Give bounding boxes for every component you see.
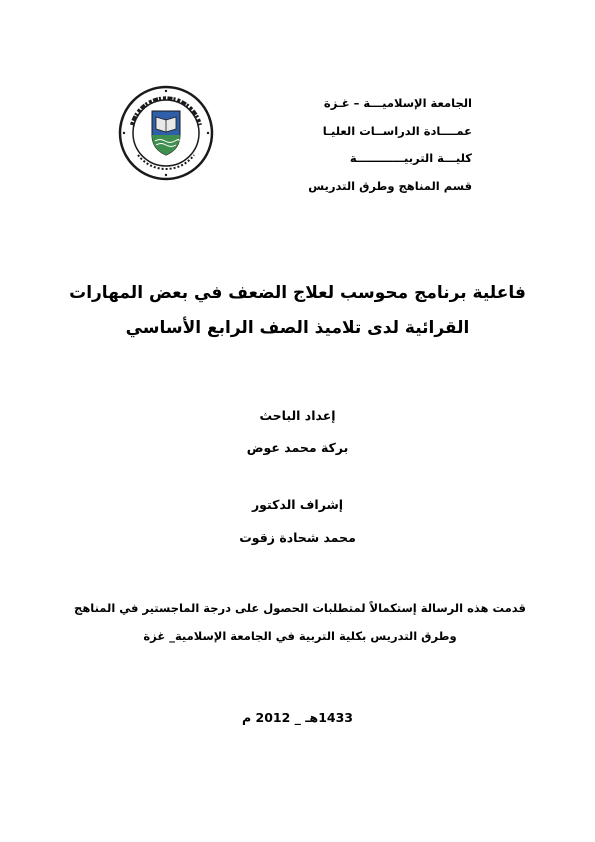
researcher-name: بركة محمد عوض <box>246 440 349 455</box>
thesis-title-line-2: القرائية لدى تلاميذ الصف الرابع الأساسي <box>125 318 470 338</box>
department-name: قسم المناهج وطرق التدريس <box>308 178 472 193</box>
supervisor-name: محمد شحادة زقوت <box>239 530 356 545</box>
deanship-name: عمــــادة الدراســات العليـا <box>322 123 472 138</box>
university-seal-logo <box>118 85 214 181</box>
submission-statement-line-1: قدمت هذه الرسالة إستكمالاً لمتطلبات الحصول على درجة الماجستير في المناهج <box>74 601 526 615</box>
supervisor-label: إشراف الدكتور <box>251 497 344 512</box>
faculty-name: كليـــة التربيــــــــــــة <box>349 151 472 165</box>
university-name: الجامعة الإسلاميـــة – غـزة <box>323 96 472 110</box>
institution-header <box>282 90 472 200</box>
researcher-label: إعداد الباحث <box>259 408 336 423</box>
thesis-title-line-1: فاعلية برنامج محوسب لعلاج الضعف في بعض المهارات <box>69 283 526 303</box>
submission-date: 1433هـ _ 2012 م <box>241 710 353 725</box>
submission-statement-line-2: وطرق التدريس بكلية التربية في الجامعة الإسلامية_ غزة <box>143 629 457 643</box>
